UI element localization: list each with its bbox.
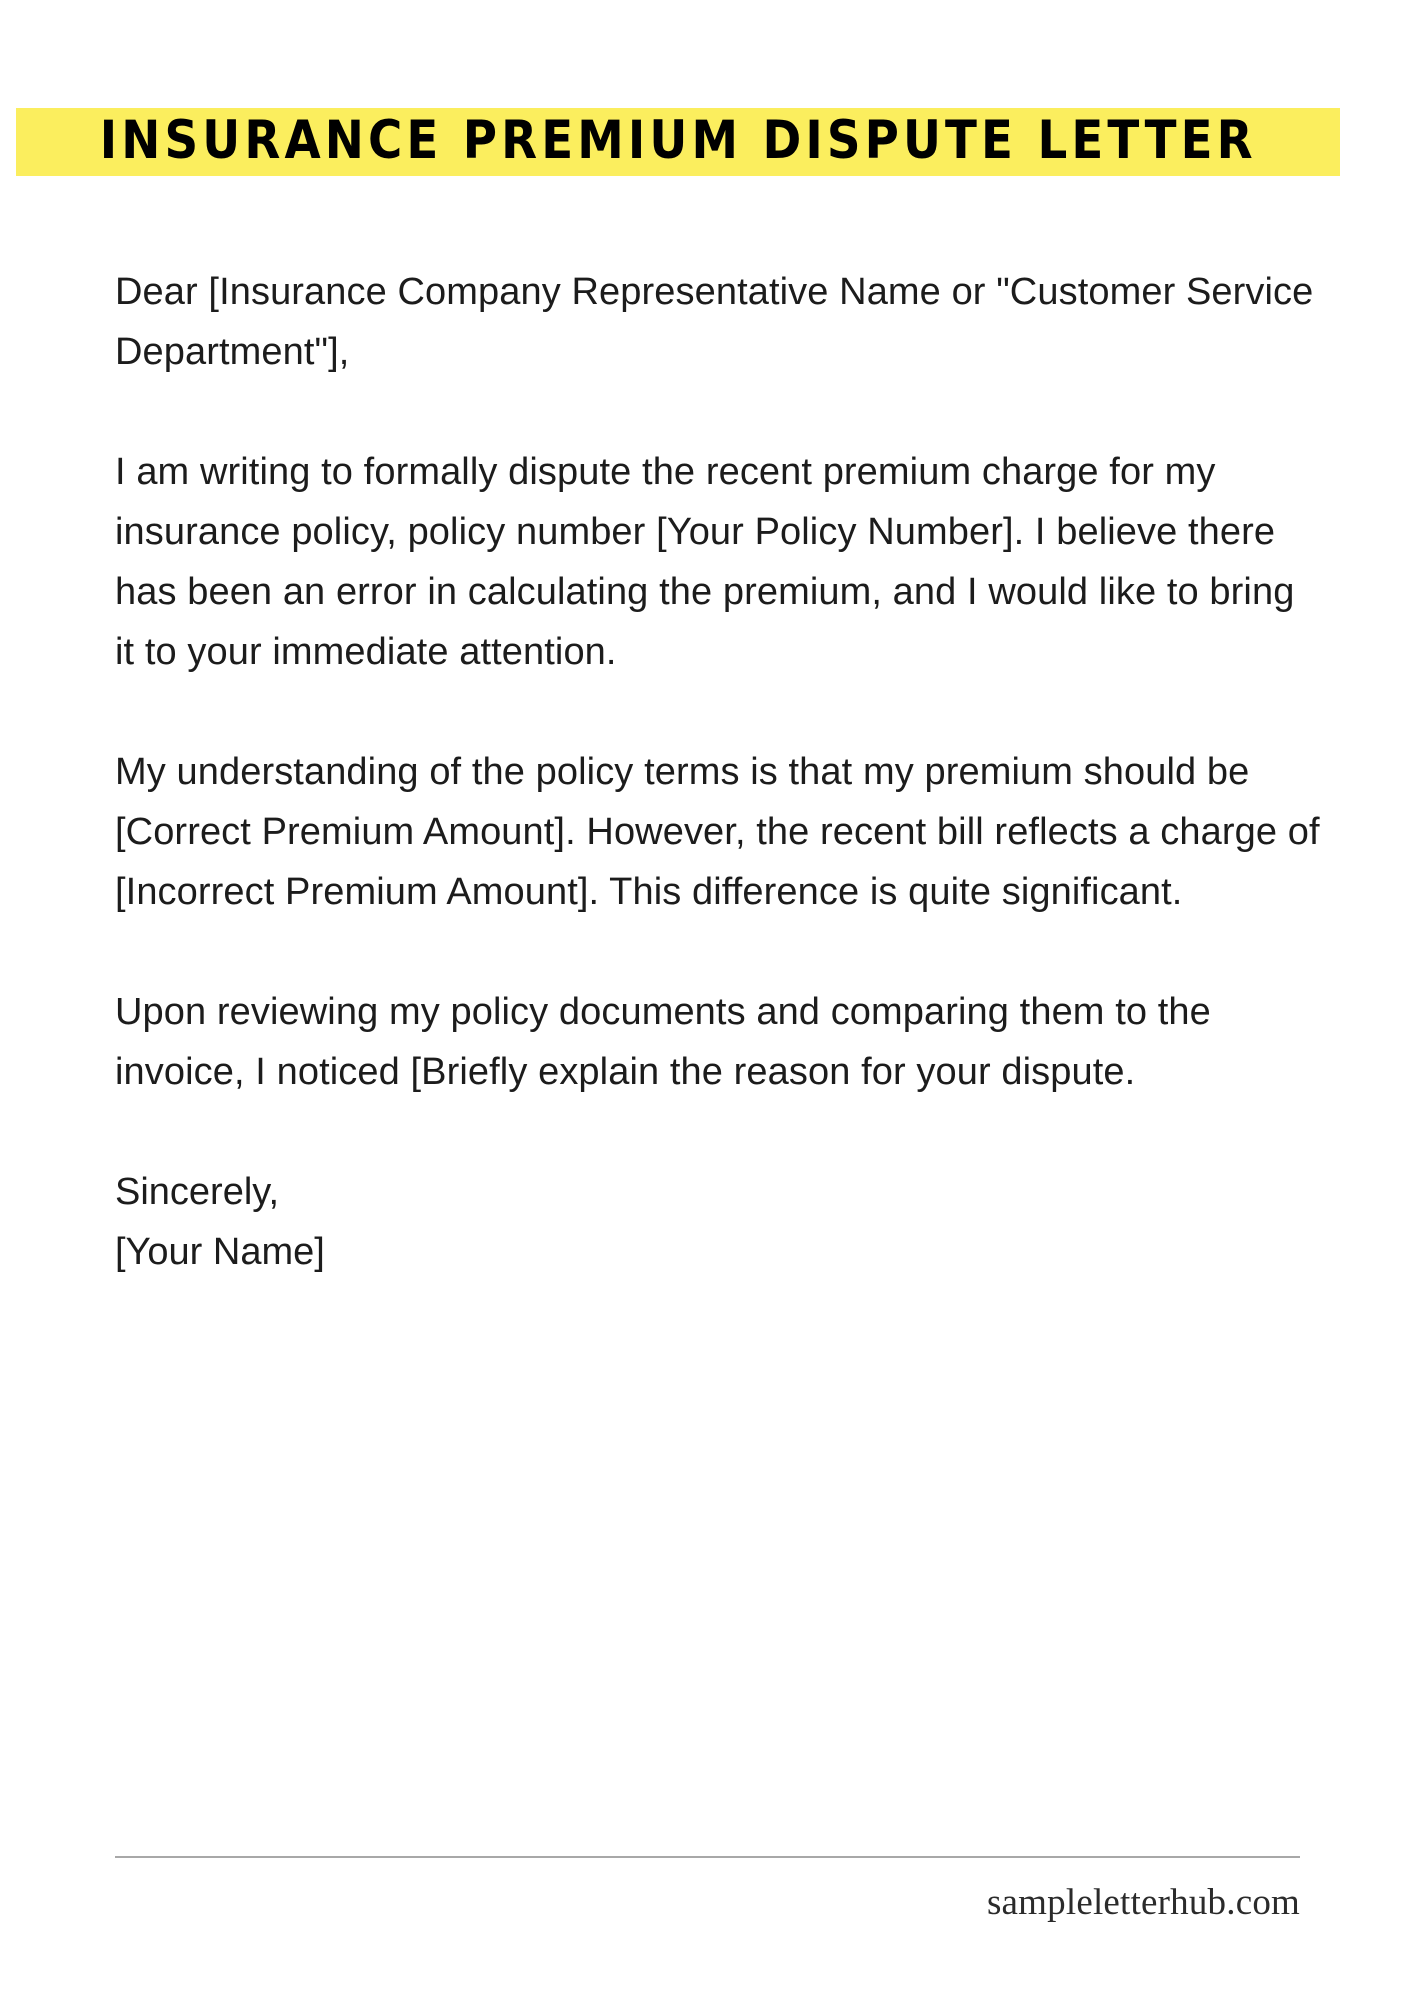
- page-title: INSURANCE PREMIUM DISPUTE LETTER: [99, 110, 1257, 171]
- signature-name: [Your Name]: [115, 1231, 325, 1273]
- closing-salutation: Sincerely,: [115, 1171, 280, 1213]
- paragraph-review-reason: Upon reviewing my policy documents and comparing them to the invoice, I noticed [Briefly explain the reason for your dispute.: [115, 991, 1211, 1093]
- footer-website: sampleletterhub.com: [986, 1882, 1300, 1923]
- footer-divider: [115, 1856, 1300, 1858]
- closing-block: [115, 1162, 1320, 1282]
- letter-body: [115, 262, 1320, 1282]
- title-banner: [16, 108, 1340, 176]
- title-highlight-band: [16, 108, 1340, 176]
- salutation-line: Dear [Insurance Company Representative Name or "Customer Service Department"],: [115, 271, 1314, 373]
- paragraph-dispute-intro: I am writing to formally dispute the recent premium charge for my insurance policy, policy number [Your Policy Number]. I believe there has been an error in calculating the premium, and I would like to bring it to your immediate attention.: [115, 451, 1295, 673]
- paragraph-premium-amounts: My understanding of the policy terms is that my premium should be [Correct Premium Amount]. However, the recent bill reflects a charge of [Incorrect Premium Amount]. This difference is quite significant.: [115, 751, 1320, 913]
